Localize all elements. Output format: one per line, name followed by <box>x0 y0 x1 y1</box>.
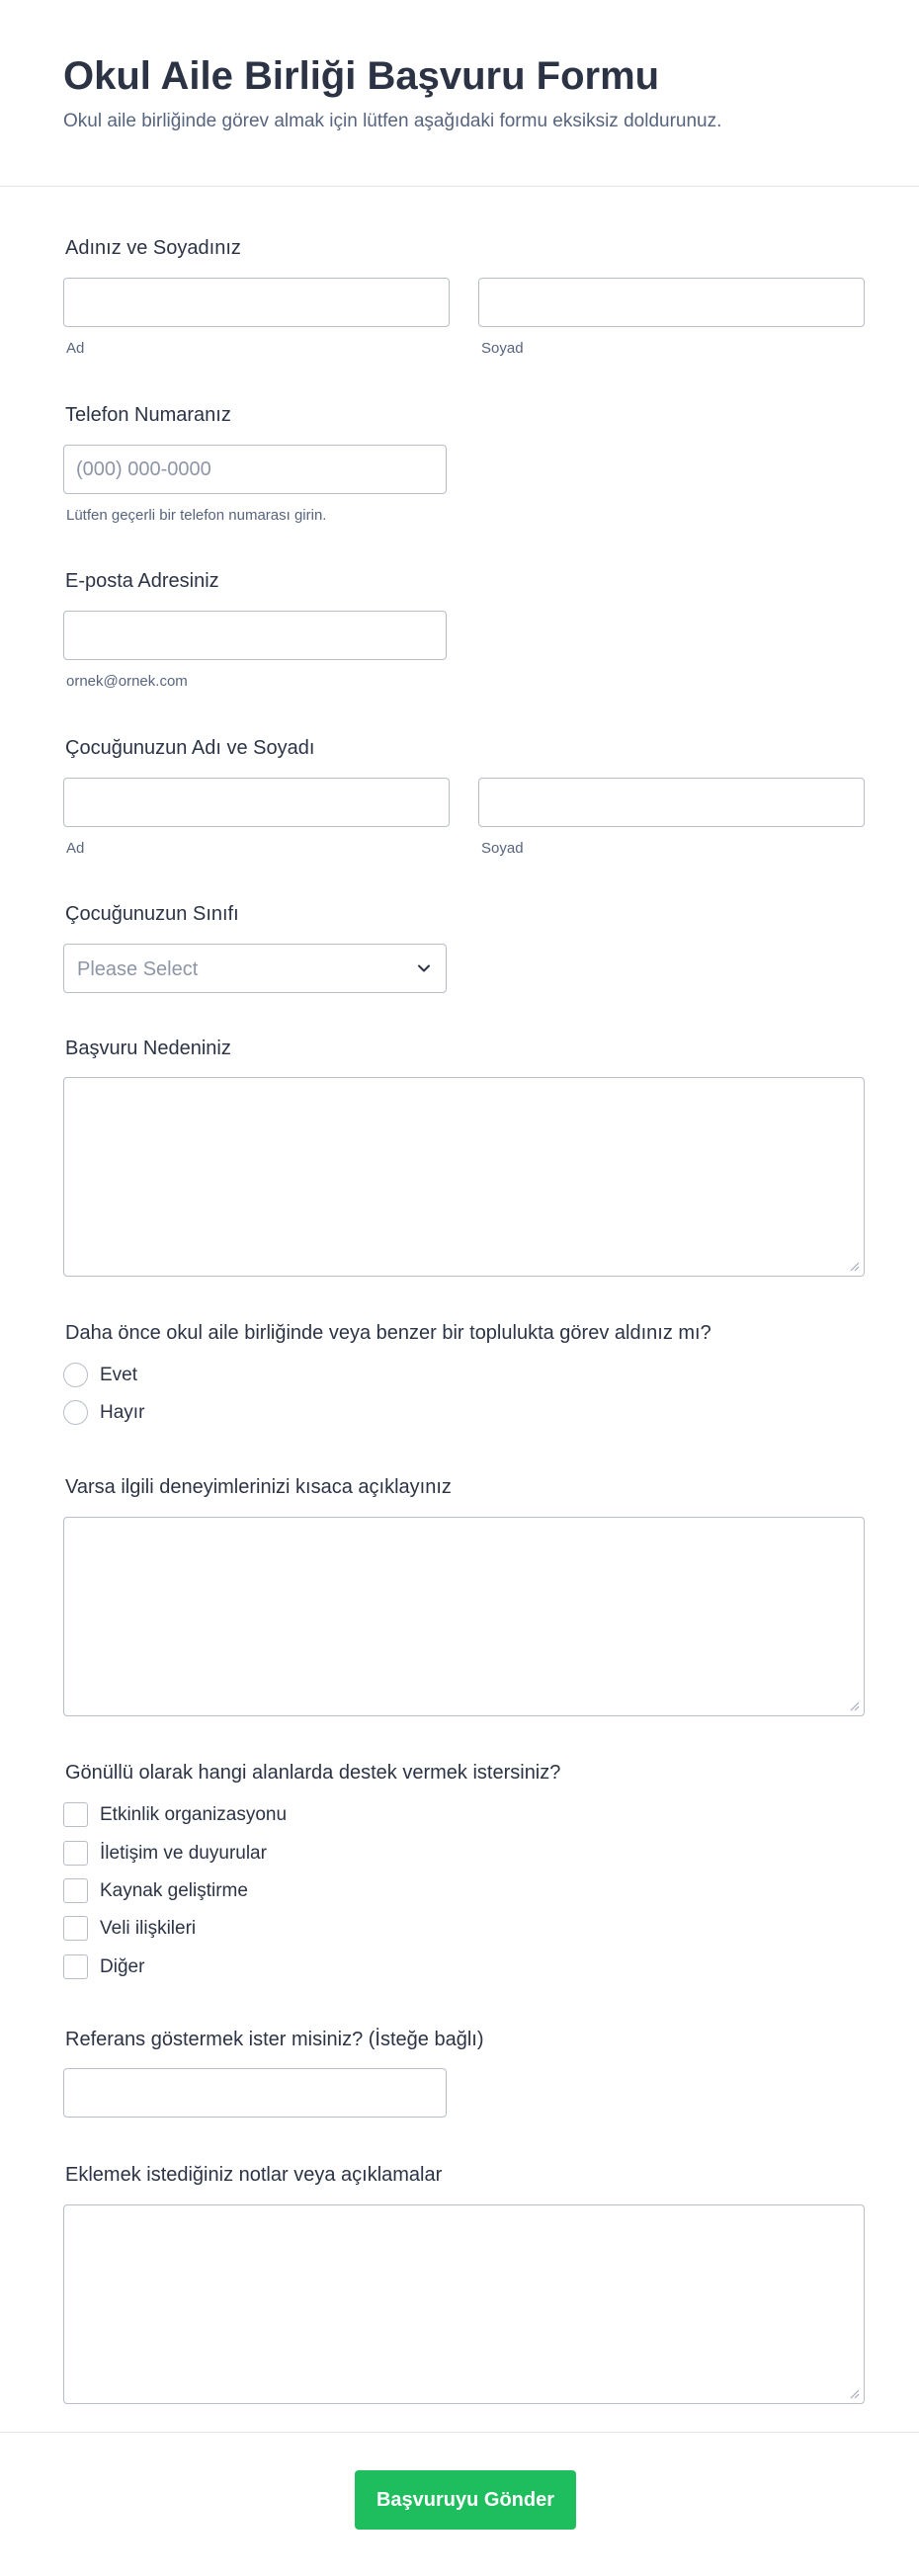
checkbox-option-label: İletişim ve duyurular <box>100 1843 267 1864</box>
checkbox[interactable] <box>63 1841 88 1866</box>
last-name-input[interactable] <box>478 278 865 327</box>
child-grade-select[interactable] <box>63 944 447 993</box>
child-last-name-input[interactable] <box>478 778 865 827</box>
form-header <box>0 0 919 187</box>
phone-input[interactable] <box>63 445 447 494</box>
phone-sublabel: Lütfen geçerli bir telefon numarası girin. <box>66 507 327 524</box>
checkbox-option-label: Veli ilişkileri <box>100 1918 197 1939</box>
first-name-sublabel: Ad <box>66 340 85 357</box>
email-label: E-posta Adresiniz <box>65 570 219 592</box>
first-name-input[interactable] <box>63 278 450 327</box>
checkbox-option-label: Kaynak geliştirme <box>100 1880 248 1901</box>
radio-option-evet[interactable] <box>63 1361 557 1390</box>
full-name-label: Adınız ve Soyadınız <box>65 237 241 259</box>
checkbox[interactable] <box>63 1878 88 1903</box>
experience-details-label: Varsa ilgili deneyimlerinizi kısaca açıklayınız <box>65 1476 452 1498</box>
email-sublabel: ornek@ornek.com <box>66 673 188 690</box>
prior-experience-label: Daha önce okul aile birliğinde veya benzer bir toplulukta görev aldınız mı? <box>65 1322 711 1344</box>
checkbox-option-label: Etkinlik organizasyonu <box>100 1804 288 1825</box>
reference-input[interactable] <box>63 2068 447 2118</box>
checkbox-option-diger[interactable] <box>63 1953 557 1982</box>
volunteer-areas-label: Gönüllü olarak hangi alanlarda destek vermek istersiniz? <box>65 1762 561 1784</box>
form-footer <box>0 2432 919 2576</box>
child-grade-label: Çocuğunuzun Sınıfı <box>65 903 239 925</box>
checkbox-option-etkinlik[interactable] <box>63 1800 557 1830</box>
child-last-name-sublabel: Soyad <box>481 840 524 857</box>
page-subtitle: Okul aile birliğinde görev almak için lütfen aşağıdaki formu eksiksiz doldurunuz. <box>63 111 722 131</box>
checkbox-option-kaynak[interactable] <box>63 1876 557 1906</box>
radio-button[interactable] <box>63 1363 88 1387</box>
last-name-sublabel: Soyad <box>481 340 524 357</box>
radio-button[interactable] <box>63 1400 88 1425</box>
checkbox[interactable] <box>63 1954 88 1979</box>
child-grade-selected-value: Please Select <box>77 958 199 980</box>
email-input[interactable] <box>63 611 447 660</box>
reason-label: Başvuru Nedeniniz <box>65 1038 231 1059</box>
reason-textarea[interactable] <box>63 1077 865 1277</box>
reference-label: Referans göstermek ister misiniz? (İsteğe bağlı) <box>65 2029 484 2050</box>
submit-button[interactable]: Başvuruyu Gönder <box>355 2470 576 2530</box>
resize-grip-icon[interactable] <box>848 2387 860 2399</box>
notes-label: Eklemek istediğiniz notlar veya açıklamalar <box>65 2164 443 2186</box>
child-name-label: Çocuğunuzun Adı ve Soyadı <box>65 737 315 759</box>
checkbox[interactable] <box>63 1802 88 1827</box>
resize-grip-icon[interactable] <box>848 1260 860 1272</box>
checkbox[interactable] <box>63 1916 88 1941</box>
notes-textarea[interactable] <box>63 2204 865 2404</box>
radio-option-label: Hayır <box>100 1402 145 1423</box>
checkbox-option-iletisim[interactable] <box>63 1839 557 1869</box>
checkbox-option-veli[interactable] <box>63 1914 557 1944</box>
child-first-name-sublabel: Ad <box>66 840 85 857</box>
resize-grip-icon[interactable] <box>848 1700 860 1711</box>
experience-details-textarea[interactable] <box>63 1517 865 1716</box>
page-title: Okul Aile Birliği Başvuru Formu <box>63 54 660 98</box>
radio-option-label: Evet <box>100 1365 138 1385</box>
checkbox-option-label: Diğer <box>100 1956 145 1977</box>
child-first-name-input[interactable] <box>63 778 450 827</box>
radio-option-hayir[interactable] <box>63 1398 557 1428</box>
phone-label: Telefon Numaranız <box>65 404 231 426</box>
chevron-down-icon <box>414 958 434 978</box>
